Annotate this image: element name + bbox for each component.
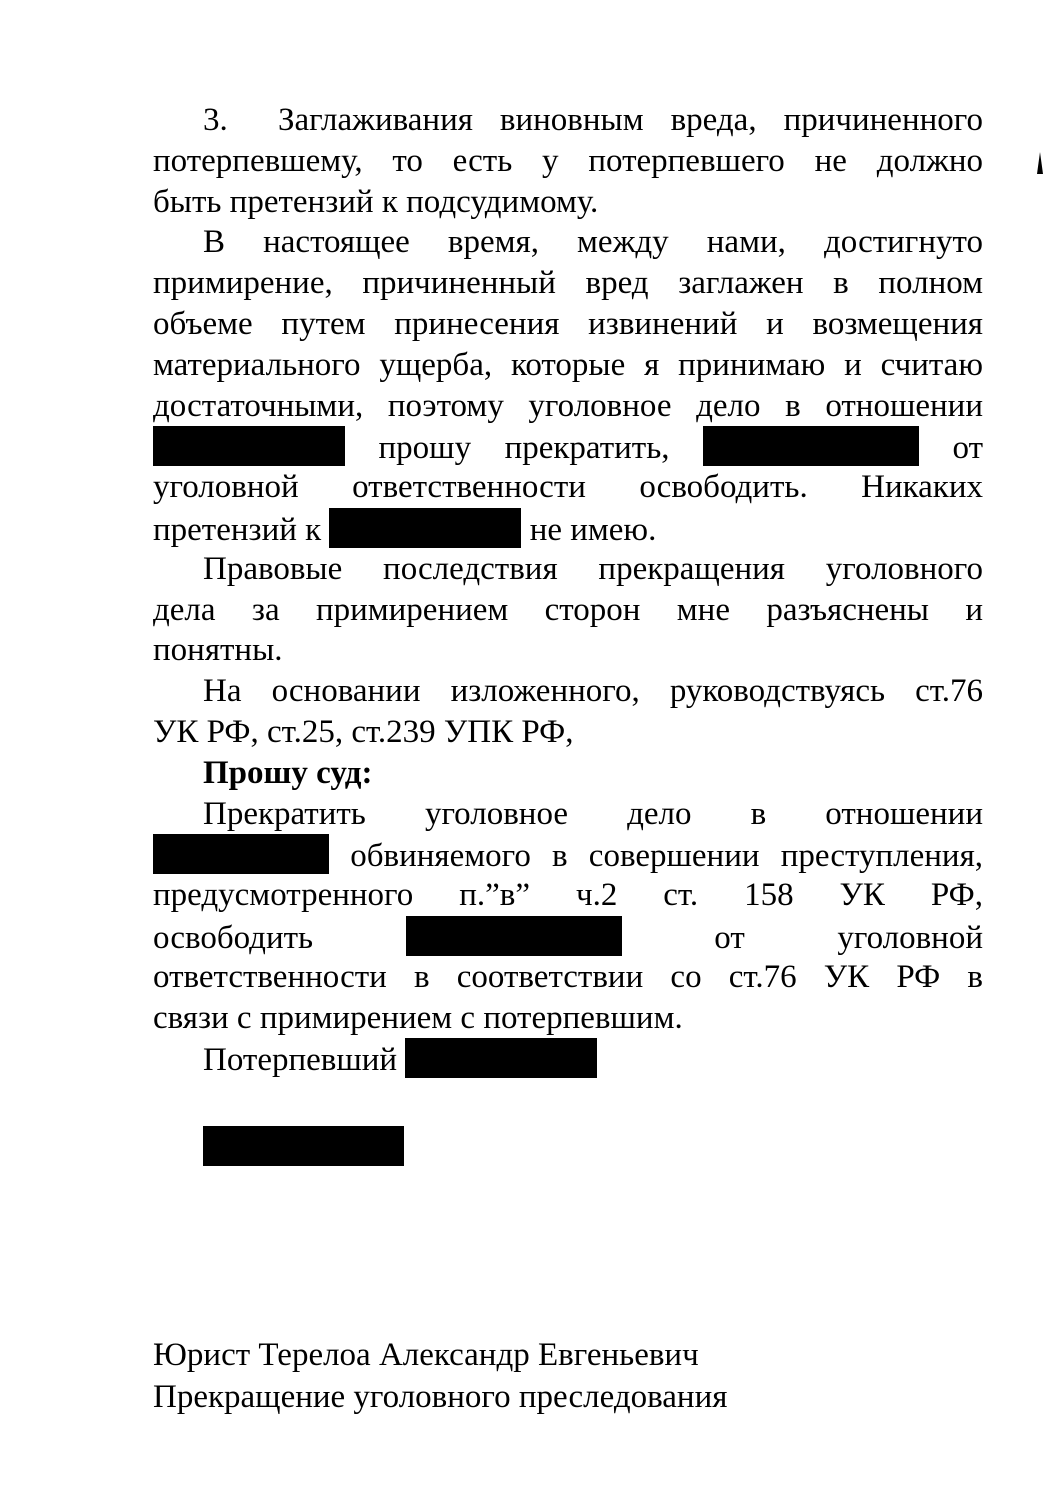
request-line-5: ответственности в соответствии со ст.76 УК РФ в — [153, 958, 983, 995]
request-line-4: освободить от уголовной — [153, 916, 983, 957]
consequences-line-1: Правовые последствия прекращения уголовного — [203, 550, 983, 587]
triangle-mark-icon — [1037, 152, 1043, 174]
redacted-victim-name — [405, 1038, 597, 1078]
redacted-name — [703, 426, 919, 466]
reconciliation-line-5: достаточными, поэтому уголовное дело в отношении — [153, 387, 983, 424]
basis-line-2: УК РФ, ст.25, ст.239 УПК РФ, — [153, 713, 574, 750]
reconciliation-line-2: примирение, причиненный вред заглажен в полном — [153, 265, 983, 302]
footer-topic: Прекращение уголовного преследования — [153, 1379, 728, 1415]
request-line-6: связи с примирением с потерпевшим. — [153, 999, 683, 1036]
request-heading: Прошу суд: — [203, 754, 373, 791]
document-body — [153, 100, 983, 1079]
consequences-line-3: понятны. — [153, 632, 283, 669]
consequences-line-2: дела за примирением сторон мне разъяснены и — [153, 591, 983, 628]
redacted-name — [153, 834, 329, 874]
item-3-line-1: 3. Заглаживания виновным вреда, причиненного — [153, 100, 983, 141]
margin-mark — [1037, 152, 1043, 174]
request-line-2: обвиняемого в совершении преступления, — [153, 834, 983, 875]
item-3-line-3: быть претензий к подсудимому. — [153, 183, 599, 220]
redacted-signature — [203, 1126, 404, 1166]
basis-line-1: На основании изложенного, руководствуясь ст.76 — [203, 673, 983, 710]
reconciliation-line-1: В настоящее время, между нами, достигнуто — [203, 224, 983, 261]
redacted-name — [406, 916, 622, 956]
item-3-line-2: потерпевшему, то есть у потерпевшего не должно — [153, 142, 983, 179]
request-line-1: Прекратить уголовное дело в отношении — [203, 795, 983, 832]
footer-author: Юрист Терелоа Александр Евгеньевич — [153, 1337, 699, 1373]
item-number: 3. — [203, 102, 228, 138]
footer — [153, 1334, 727, 1418]
redacted-name — [329, 508, 521, 548]
reconciliation-line-7: уголовной ответственности освободить. Никаких — [153, 469, 983, 506]
reconciliation-line-6: прошу прекратить, от — [153, 426, 983, 467]
reconciliation-line-3: объеме путем принесения извинений и возмещения — [153, 305, 983, 342]
redacted-name — [153, 426, 345, 466]
reconciliation-line-4: материального ущерба, которые я принимаю и считаю — [153, 346, 983, 383]
request-line-3: предусмотренного п.”в” ч.2 ст. 158 УК РФ, — [153, 877, 983, 914]
reconciliation-line-8: претензий к не имею. — [153, 508, 983, 549]
victim-line: Потерпевший — [153, 1038, 983, 1079]
